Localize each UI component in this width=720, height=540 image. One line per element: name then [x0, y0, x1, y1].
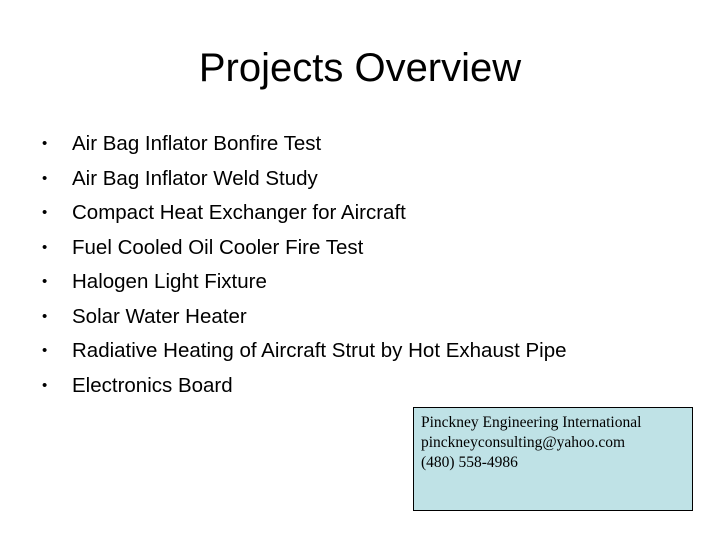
bullet-list: [42, 127, 702, 403]
bullet-text: Halogen Light Fixture: [72, 270, 267, 293]
bullet-item: [42, 369, 702, 404]
bullet-item: [42, 265, 702, 300]
bullet-text: Electronics Board: [72, 373, 233, 397]
bullet-dot-icon: •: [42, 376, 48, 394]
bullet-dot-icon: •: [42, 204, 48, 221]
bullet-dot-icon: •: [42, 307, 48, 325]
contact-info-box: [413, 407, 693, 511]
bullet-text: Air Bag Inflator Bonfire Test: [72, 132, 322, 155]
bullet-item: [42, 334, 702, 369]
bullet-item: [42, 162, 702, 197]
contact-email: pinckneyconsulting@yahoo.com: [421, 434, 626, 451]
bullet-text: Fuel Cooled Oil Cooler Fire Test: [72, 235, 364, 259]
bullet-dot-icon: •: [42, 169, 48, 187]
bullet-text: Solar Water Heater: [72, 304, 247, 328]
contact-phone: (480) 558-4986: [421, 454, 518, 471]
bullet-text: Radiative Heating of Aircraft Strut by Hot Exhaust Pipe: [72, 339, 567, 362]
bullet-dot-icon: •: [42, 273, 48, 290]
bullet-item: [42, 127, 702, 162]
bullet-text: Air Bag Inflator Weld Study: [72, 166, 318, 190]
bullet-dot-icon: •: [42, 135, 48, 152]
bullet-item: [42, 231, 702, 266]
bullet-text: Compact Heat Exchanger for Aircraft: [72, 201, 406, 224]
bullet-dot-icon: •: [42, 238, 48, 256]
slide-title: Projects Overview: [198, 46, 522, 90]
contact-company: Pinckney Engineering International: [421, 414, 642, 431]
bullet-item: [42, 300, 702, 335]
bullet-item: [42, 196, 702, 231]
bullet-dot-icon: •: [42, 342, 48, 359]
